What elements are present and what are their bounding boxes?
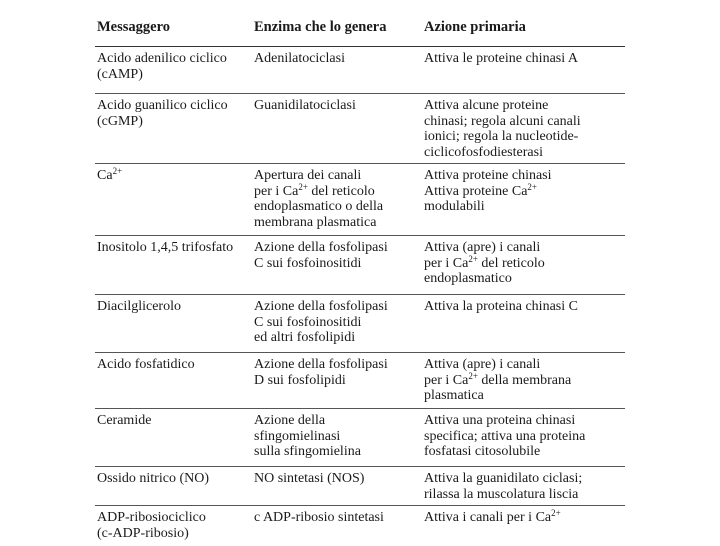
table-row bbox=[95, 295, 625, 353]
messenger-cell: Diacilglicerolo bbox=[97, 299, 181, 314]
enzyme-cell: Azione della sfingomielinasi sulla sfingomielina bbox=[254, 413, 361, 459]
enzyme-cell: NO sintetasi (NOS) bbox=[254, 471, 365, 486]
enzyme-cell: Guanidilatociclasi bbox=[254, 98, 356, 113]
table-row bbox=[95, 467, 625, 506]
action-cell: Attiva una proteina chinasi specifica; attiva una proteina fosfatasi citosolubile bbox=[424, 413, 586, 459]
action-cell: Attiva la guanidilato ciclasi; rilassa la muscolatura liscia bbox=[424, 471, 583, 502]
table-row bbox=[95, 94, 625, 164]
table-row bbox=[95, 164, 625, 236]
messenger-cell: Acido adenilico ciclico (cAMP) bbox=[97, 51, 227, 82]
table-row bbox=[95, 47, 625, 94]
table-row bbox=[95, 506, 625, 546]
header-action: Azione primaria bbox=[424, 18, 526, 35]
messenger-cell: Acido guanilico ciclico (cGMP) bbox=[97, 98, 228, 129]
header-enzyme: Enzima che lo genera bbox=[254, 18, 387, 35]
messenger-cell: Ossido nitrico (NO) bbox=[97, 471, 209, 486]
table-row bbox=[95, 409, 625, 467]
table-header bbox=[95, 8, 625, 47]
header-messenger: Messaggero bbox=[97, 18, 171, 35]
enzyme-cell: Apertura dei canali per i $Ca^{2+}$ del reticolo endoplasmatico o della membrana plasmatica bbox=[254, 168, 384, 230]
action-cell: Attiva (apre) i canali per i $Ca^{2+}$ del reticolo endoplasmatico bbox=[424, 240, 545, 286]
table-row bbox=[95, 236, 625, 295]
messenger-cell: Ceramide bbox=[97, 413, 152, 428]
action-cell: Attiva la proteina chinasi C bbox=[424, 299, 578, 314]
enzyme-cell: Azione della fosfolipasi D sui fosfolipidi bbox=[254, 357, 388, 388]
messenger-cell: ADP-ribosiociclico (c-ADP-ribosio) bbox=[97, 510, 206, 541]
messenger-cell: $Ca^{2+}$ bbox=[97, 166, 123, 183]
enzyme-cell: Azione della fosfolipasi C sui fosfoinositidi ed altri fosfolipidi bbox=[254, 299, 388, 345]
enzyme-cell: Azione della fosfolipasi C sui fosfoinositidi bbox=[254, 240, 388, 271]
second-messengers-table bbox=[95, 8, 625, 546]
action-cell: Attiva proteine chinasi Attiva proteine $Ca^{2+}$ modulabili bbox=[424, 168, 552, 214]
action-cell: Attiva le proteine chinasi A bbox=[424, 51, 578, 66]
enzyme-cell: Adenilatociclasi bbox=[254, 51, 345, 66]
messenger-cell: Inositolo 1,4,5 trifosfato bbox=[97, 240, 234, 255]
table-row bbox=[95, 353, 625, 409]
action-cell: Attiva (apre) i canali per i $Ca^{2+}$ della membrana plasmatica bbox=[424, 357, 572, 403]
action-cell: Attiva i canali per i $Ca^{2+}$ bbox=[424, 508, 561, 525]
action-cell: Attiva alcune proteine chinasi; regola alcuni canali ionici; regola la nucleotide- ciclicofosfodiesterasi bbox=[424, 98, 581, 160]
enzyme-cell: c ADP-ribosio sintetasi bbox=[254, 510, 384, 525]
messenger-cell: Acido fosfatidico bbox=[97, 357, 195, 372]
